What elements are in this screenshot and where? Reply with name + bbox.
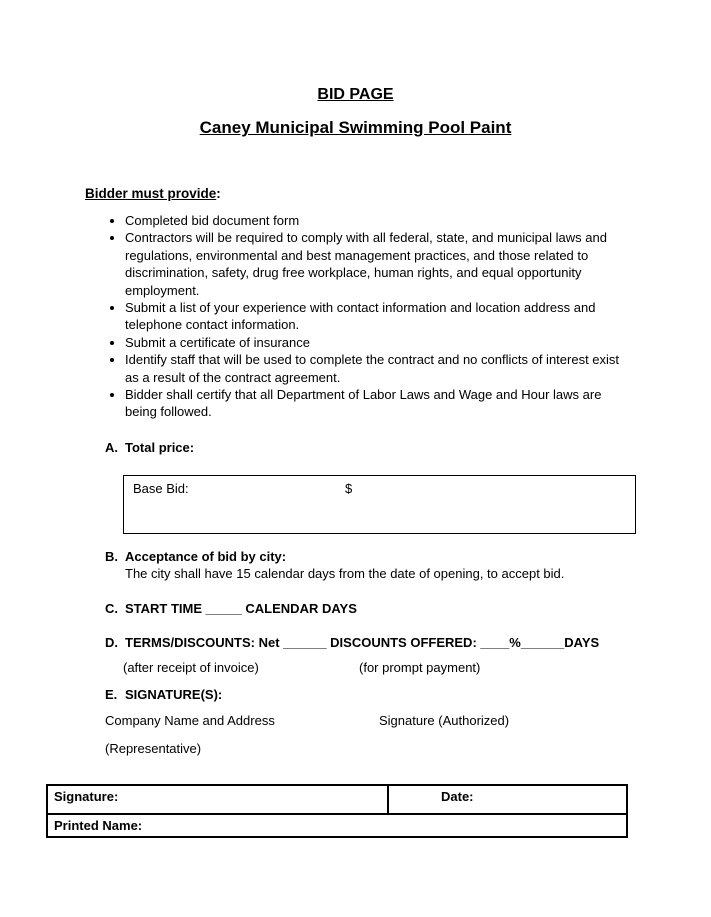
section-b-heading: Acceptance of bid by city: [125,549,287,564]
date-label: Date: [441,789,474,804]
requirements-list [85,212,631,421]
section-terms-discounts [105,634,599,651]
section-total-price [105,439,194,456]
representative-caption: (Representative) [105,741,202,756]
section-start-time [105,600,357,617]
list-item: • Bidder shall certify that all Department of Labor Laws and Wage and Hour laws are being followed. [125,386,631,421]
section-d-text: TERMS/DISCOUNTS: Net ______ DISCOUNTS OFFERED: ____%______DAYS [125,635,600,650]
prompt-payment-note: (for prompt payment) [359,660,481,675]
company-name-caption: Company Name and Address [105,713,275,728]
bidder-must-provide-colon: : [216,186,221,201]
page-subtitle: Caney Municipal Swimming Pool Paint [199,118,512,137]
authorized-signature-caption: Signature (Authorized) [379,713,510,728]
section-d-label: D. [105,635,118,650]
bidder-must-provide-heading [85,185,221,203]
table-row [47,814,627,837]
signature-table [46,784,628,838]
printed-name-label: Printed Name: [54,818,143,833]
terms-notes-row [0,659,711,677]
signature-cell[interactable] [47,785,388,814]
section-a-label: A. [105,440,118,455]
list-item: • Submit a list of your experience with contact information and location address and telephone contact information. [125,299,631,334]
after-receipt-note: (after receipt of invoice) [123,660,259,675]
printed-name-cell[interactable] [47,814,627,837]
date-cell[interactable] [388,785,627,814]
section-e-label: E. [105,687,118,702]
list-item: • Contractors will be required to comply with all federal, state, and municipal laws and regulations, environmental and best management practices, and those related to discrimination, safety, drug free workplace, human rights, and equal opportunity employment. [125,229,631,299]
base-bid-label: Base Bid: [133,481,189,496]
representative-row [0,740,711,758]
list-item: • Identify staff that will be used to complete the contract and no conflicts of interest exist as a result of the contract agreement. [125,351,631,386]
section-acceptance [105,548,564,583]
section-c-label: C. [105,601,118,616]
base-bid-box[interactable] [123,475,636,534]
section-b-content [125,548,564,583]
section-e-heading: SIGNATURE(S): [125,687,223,702]
requirements-list-container [85,212,631,421]
section-b-label: B. [105,549,118,564]
page-title: BID PAGE [317,86,394,103]
bidder-must-provide-text: Bidder must provide [85,186,217,201]
table-row [47,785,627,814]
list-item: • Submit a certificate of insurance [125,334,631,351]
signature-label: Signature: [54,789,119,804]
currency-symbol: $ [345,481,353,496]
section-signatures [105,686,222,703]
section-b-body: The city shall have 15 calendar days from the date of opening, to accept bid. [125,566,565,582]
signature-captions-row [0,712,711,730]
section-c-text: START TIME _____ CALENDAR DAYS [125,601,357,616]
section-a-heading: Total price: [125,440,195,455]
list-item: • Completed bid document form [125,212,631,229]
